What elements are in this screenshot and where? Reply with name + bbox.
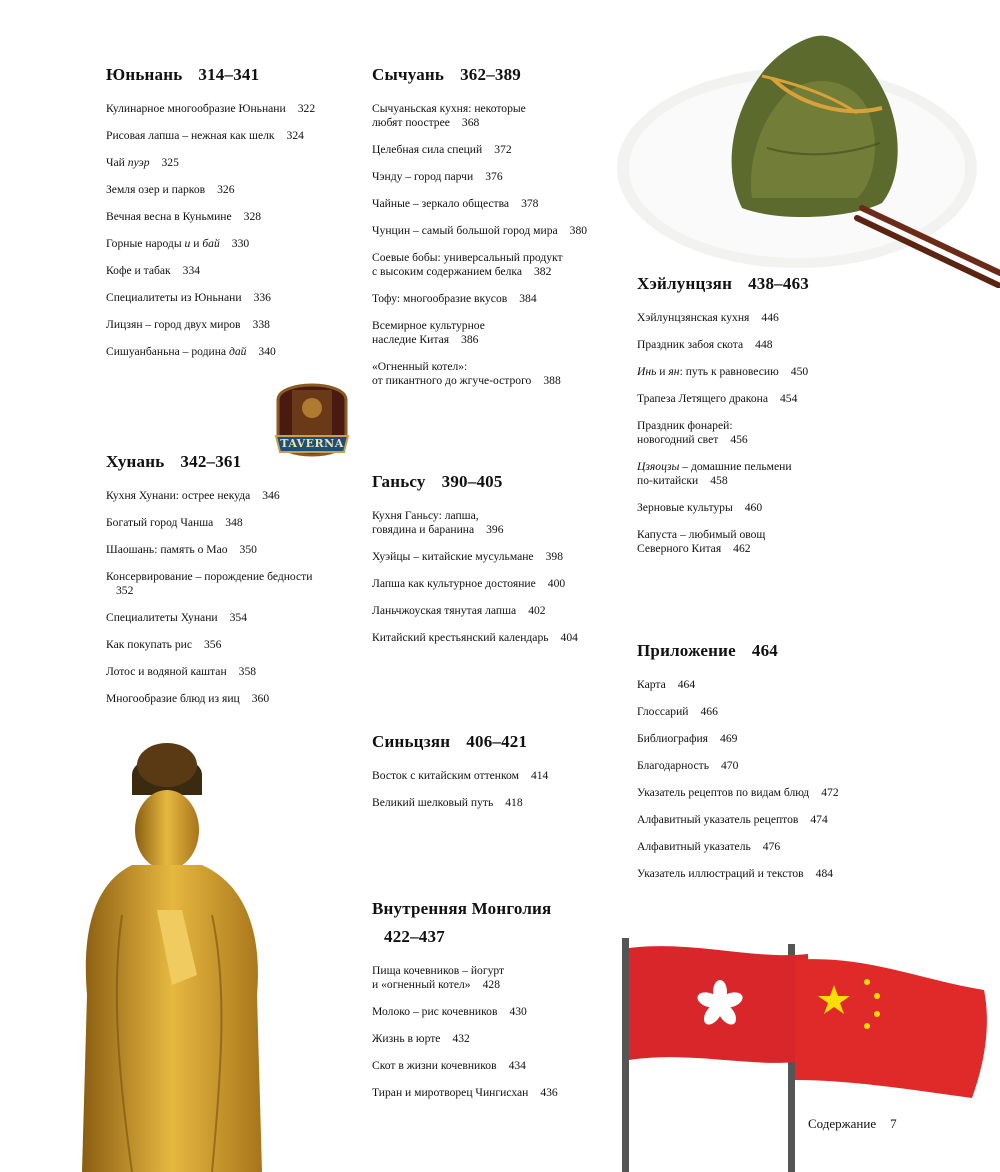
toc-entry[interactable]: Молоко – рис кочевников 430 (372, 1005, 527, 1018)
page-footer (808, 1116, 897, 1132)
toc-entry[interactable]: Специалитеты Хунани 354 (106, 611, 247, 624)
toc-entry[interactable]: Великий шелковый путь 418 (372, 796, 523, 809)
toc-entry[interactable]: Хуэйцы – китайские мусульмане 398 (372, 550, 563, 563)
toc-entry[interactable]: Восток с китайским оттенком 414 (372, 769, 549, 782)
toc-entry[interactable]: Праздник фонарей: новогодний свет 456 (637, 419, 748, 446)
toc-entry[interactable]: Жизнь в юрте 432 (372, 1032, 470, 1045)
toc-entry[interactable]: Карта 464 (637, 678, 696, 691)
footer-label: Содержание (808, 1116, 877, 1131)
toc-entry[interactable]: Сычуаньская кухня: некоторые любят поострее 368 (372, 102, 526, 129)
toc-entry[interactable]: Благодарность 470 (637, 759, 739, 772)
toc-entry[interactable]: Специалитеты из Юньнани 336 (106, 291, 271, 304)
section-heilongjiang (637, 271, 877, 569)
toc-entry[interactable]: Кухня Хунани: острее некуда 346 (106, 489, 280, 502)
toc-entry[interactable]: Тиран и миротворец Чингисхан 436 (372, 1086, 558, 1099)
toc-entry[interactable]: Китайский крестьянский календарь 404 (372, 631, 578, 644)
toc-entry[interactable]: Хэйлунцзянская кухня 446 (637, 311, 779, 324)
toc-entry[interactable]: Сишуанбаньна – родина дай 340 (106, 345, 276, 358)
toc-entry[interactable]: Указатель иллюстраций и текстов 484 (637, 867, 834, 880)
toc-entry[interactable]: Трапеза Летящего дракона 454 (637, 392, 798, 405)
toc-entry[interactable]: Алфавитный указатель рецептов 474 (637, 813, 828, 826)
section-title: Хунань 342–361 (106, 452, 242, 471)
toc-entry[interactable]: Рисовая лапша – нежная как шелк 324 (106, 129, 304, 142)
section-appendix (637, 638, 897, 894)
toc-entry[interactable]: Горные народы и и бай 330 (106, 237, 250, 250)
toc-entry[interactable]: Праздник забоя скота 448 (637, 338, 773, 351)
taverna-badge-text: TAVERNA (280, 437, 344, 450)
page-number: 7 (890, 1116, 897, 1131)
section-title: Хэйлунцзян 438–463 (637, 274, 809, 293)
section-sichuan (372, 62, 622, 401)
toc-entry[interactable]: Скот в жизни кочевников 434 (372, 1059, 526, 1072)
toc-entry[interactable]: Алфавитный указатель 476 (637, 840, 781, 853)
toc-entry[interactable]: Чунцин – самый большой город мира 380 (372, 224, 588, 237)
flags-image (612, 930, 1000, 1172)
golden-buddha-statue-image (62, 735, 282, 1172)
toc-entry[interactable]: Соевые бобы: универсальный продукт с высоким содержанием белка 382 (372, 251, 563, 278)
toc-entry[interactable]: Чай пуэр 325 (106, 156, 179, 169)
toc-entry[interactable]: Глоссарий 466 (637, 705, 718, 718)
section-gansu (372, 469, 622, 658)
toc-entry[interactable]: Библиография 469 (637, 732, 738, 745)
toc-entry[interactable]: Богатый город Чанша 348 (106, 516, 243, 529)
toc-entry[interactable]: Зерновые культуры 460 (637, 501, 763, 514)
toc-entry[interactable]: «Огненный котел»: от пикантного до жгуче-острого 388 (372, 360, 561, 387)
toc-entry[interactable]: Ланьчжоуская тянутая лапша 402 (372, 604, 546, 617)
section-inner-mongolia (372, 896, 622, 1113)
section-yunnan (106, 62, 346, 372)
leaf-wrapped-dumpling-image (612, 18, 1000, 288)
toc-entry[interactable]: Лицзян – город двух миров 338 (106, 318, 270, 331)
toc-entry[interactable]: Целебная сила специй 372 (372, 143, 512, 156)
toc-entry[interactable]: Тофу: многообразие вкусов 384 (372, 292, 537, 305)
toc-entry[interactable]: Кухня Ганьсу: лапша, говядина и баранина 396 (372, 509, 504, 536)
toc-entry[interactable]: Пища кочевников – йогурт и «огненный котел» 428 (372, 964, 505, 991)
toc-entry[interactable]: Консервирование – порождение бедности 352 (106, 570, 313, 597)
toc-entry[interactable]: Капуста – любимый овощ Северного Китая 462 (637, 528, 766, 555)
section-xinjiang (372, 729, 622, 823)
toc-entry[interactable]: Шаошань: память о Мао 350 (106, 543, 257, 556)
toc-entry[interactable]: Лотос и водяной каштан 358 (106, 665, 257, 678)
toc-entry[interactable]: Чэнду – город парчи 376 (372, 170, 503, 183)
toc-entry[interactable]: Чайные – зеркало общества 378 (372, 197, 539, 210)
section-title: Внутренняя Монголия 422–437 (372, 899, 552, 946)
toc-entry[interactable]: Кулинарное многообразие Юньнани 322 (106, 102, 316, 115)
toc-entry[interactable]: Вечная весна в Куньмине 328 (106, 210, 262, 223)
section-title: Юньнань 314–341 (106, 65, 260, 84)
toc-entry[interactable]: Кофе и табак 334 (106, 264, 201, 277)
section-title: Ганьсу 390–405 (372, 472, 503, 491)
toc-entry[interactable]: Многообразие блюд из яиц 360 (106, 692, 270, 705)
toc-entry[interactable]: Инь и ян: путь к равновесию 450 (637, 365, 809, 378)
toc-entry[interactable]: Всемирное культурное наследие Китая 386 (372, 319, 485, 346)
toc-entry[interactable]: Лапша как культурное достояние 400 (372, 577, 566, 590)
toc-entry[interactable]: Цзяоцзы – домашние пельмени по-китайски 458 (637, 460, 792, 487)
section-title: Синьцзян 406–421 (372, 732, 528, 751)
toc-entry[interactable]: Указатель рецептов по видам блюд 472 (637, 786, 839, 799)
section-hunan (106, 449, 356, 719)
section-title: Приложение 464 (637, 641, 778, 660)
section-title: Сычуань 362–389 (372, 65, 522, 84)
toc-entry[interactable]: Земля озер и парков 326 (106, 183, 235, 196)
toc-entry[interactable]: Как покупать рис 356 (106, 638, 222, 651)
